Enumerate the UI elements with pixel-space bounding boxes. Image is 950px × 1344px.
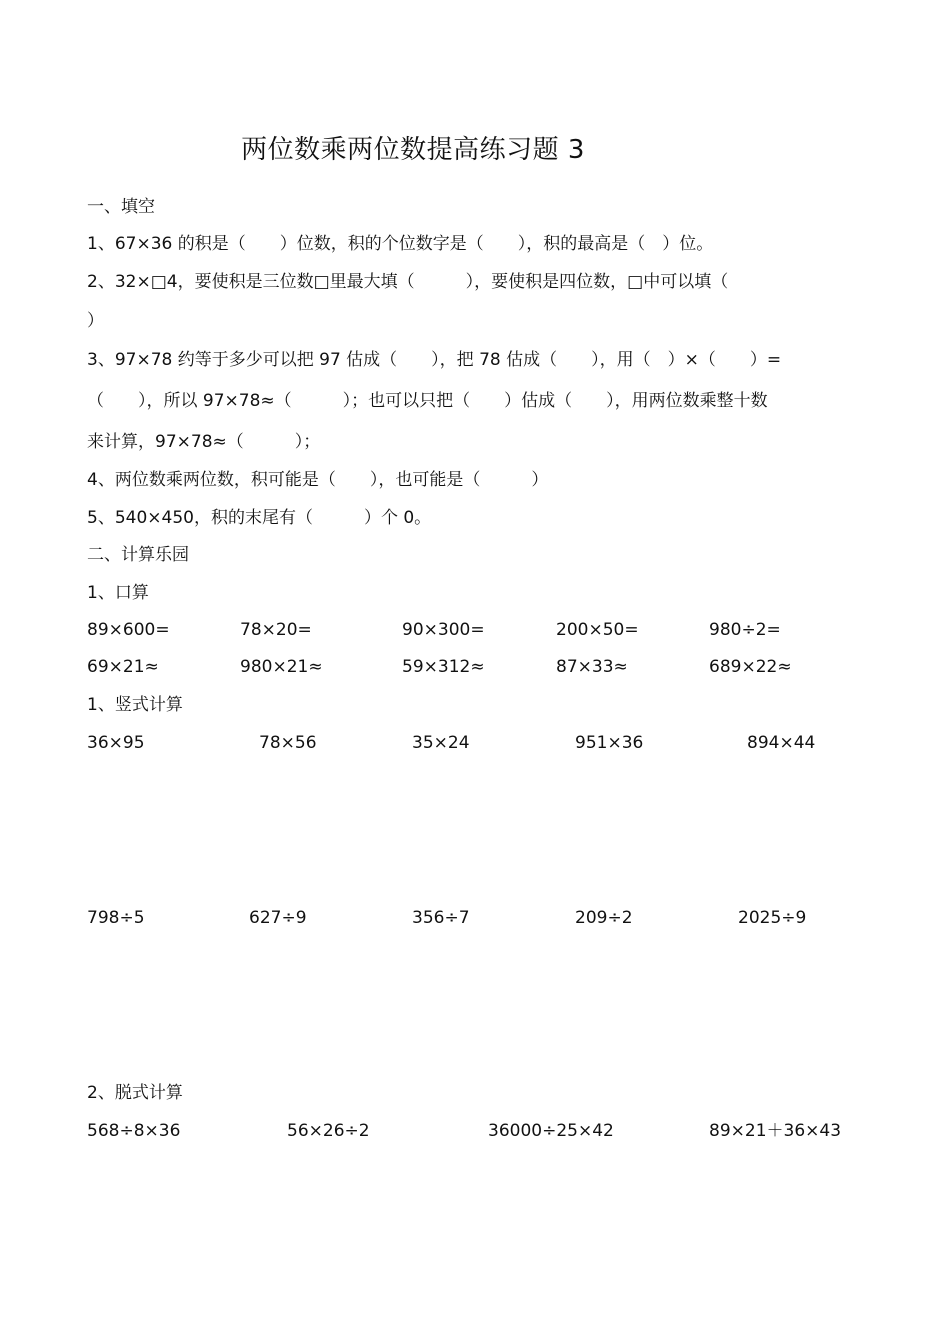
vertical-item: 36×95 — [87, 733, 145, 753]
question-1: 1、67×36 的积是（ ）位数，积的个位数字是（ ），积的最高是（ ）位。 — [87, 234, 714, 254]
vertical-item: 951×36 — [575, 733, 644, 753]
section-heading-calculation: 二、计算乐园 — [87, 545, 189, 565]
vertical-calc-heading: 1、竖式计算 — [87, 695, 183, 715]
vertical-item: 798÷5 — [87, 908, 145, 928]
step-item: 36000÷25×42 — [488, 1121, 614, 1141]
vertical-item: 627÷9 — [249, 908, 307, 928]
vertical-item: 356÷7 — [412, 908, 470, 928]
question-2-line-2: ） — [87, 311, 104, 331]
page-title: 两位数乘两位数提高练习题 3 — [241, 135, 585, 165]
oral-item: 90×300= — [402, 620, 485, 640]
question-4: 4、两位数乘两位数，积可能是（ ），也可能是（ ） — [87, 470, 549, 490]
vertical-item: 894×44 — [747, 733, 816, 753]
oral-item: 980×21≈ — [240, 657, 323, 677]
oral-item: 69×21≈ — [87, 657, 159, 677]
step-item: 89×21＋36×43 — [709, 1121, 842, 1141]
question-2-line-1: 2、32×□4，要使积是三位数□里最大填（ ），要使积是四位数，□中可以填（ — [87, 272, 729, 292]
question-3-line-3: 来计算，97×78≈（ ）； — [87, 432, 321, 452]
question-3-line-2: （ ），所以 97×78≈（ ）；也可以只把（ ）估成（ ），用两位数乘整十数 — [87, 391, 768, 411]
oral-calc-heading: 1、口算 — [87, 583, 149, 603]
question-5: 5、540×450，积的末尾有（ ）个 0。 — [87, 508, 432, 528]
step-calc-heading: 2、脱式计算 — [87, 1083, 183, 1103]
oral-item: 87×33≈ — [556, 657, 628, 677]
oral-item: 200×50= — [556, 620, 639, 640]
oral-item: 59×312≈ — [402, 657, 485, 677]
step-item: 56×26÷2 — [287, 1121, 370, 1141]
vertical-item: 78×56 — [259, 733, 317, 753]
question-3-line-1: 3、97×78 约等于多少可以把 97 估成（ ），把 78 估成（ ），用（ ）×（ ）= — [87, 350, 782, 370]
vertical-item: 35×24 — [412, 733, 470, 753]
oral-item: 89×600= — [87, 620, 170, 640]
step-item: 568÷8×36 — [87, 1121, 181, 1141]
oral-item: 78×20= — [240, 620, 312, 640]
oral-item: 980÷2= — [709, 620, 781, 640]
vertical-item: 2025÷9 — [738, 908, 807, 928]
section-heading-fill-blank: 一、填空 — [87, 197, 155, 217]
vertical-item: 209÷2 — [575, 908, 633, 928]
oral-item: 689×22≈ — [709, 657, 792, 677]
